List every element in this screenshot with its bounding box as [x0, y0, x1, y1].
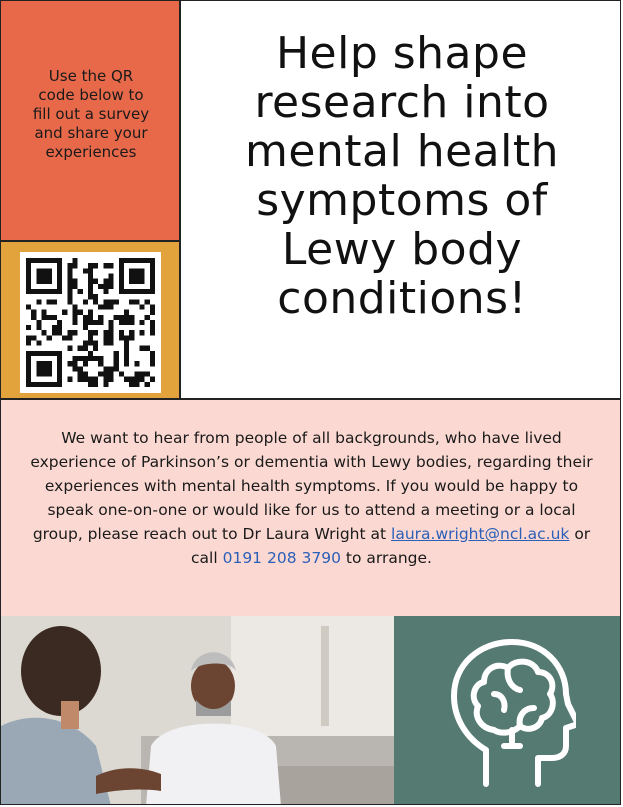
- qr-panel: [1, 242, 181, 398]
- headline-line: symptoms of: [256, 175, 548, 226]
- headline-line: Lewy body: [281, 224, 523, 275]
- paragraph-start: We want to hear from people of all backgrounds, who have lived experience of Parkinson’s or dementia with Lewy bodies, regarding their experiences with mental health symptoms. If you would be happy to speak one-on-one or would like for us to attend a meeting or a local group, please reach out to Dr Laura Wright at: [30, 429, 593, 543]
- or-call-text: or call: [191, 525, 591, 567]
- phone-number[interactable]: 0191 208 3790: [222, 549, 341, 567]
- brain-panel: [394, 616, 621, 805]
- head-brain-icon: [446, 638, 576, 788]
- qr-code-icon[interactable]: [20, 252, 161, 393]
- qr-instruction-text: Use the QR code below to fill out a survey and share your experiences: [32, 67, 150, 161]
- instruction-panel: [1, 1, 181, 242]
- headline-line: research into: [254, 77, 550, 128]
- conversation-photo: [1, 616, 394, 805]
- headline-line: conditions!: [277, 273, 527, 324]
- headline-line: Help shape: [275, 28, 529, 79]
- headline-line: mental health: [244, 126, 560, 177]
- info-paragraph: [29, 426, 594, 570]
- paragraph-end: to arrange.: [340, 549, 432, 567]
- email-link[interactable]: laura.wright@ncl.ac.uk: [391, 525, 570, 543]
- headline: [183, 29, 621, 323]
- info-panel: [1, 400, 621, 616]
